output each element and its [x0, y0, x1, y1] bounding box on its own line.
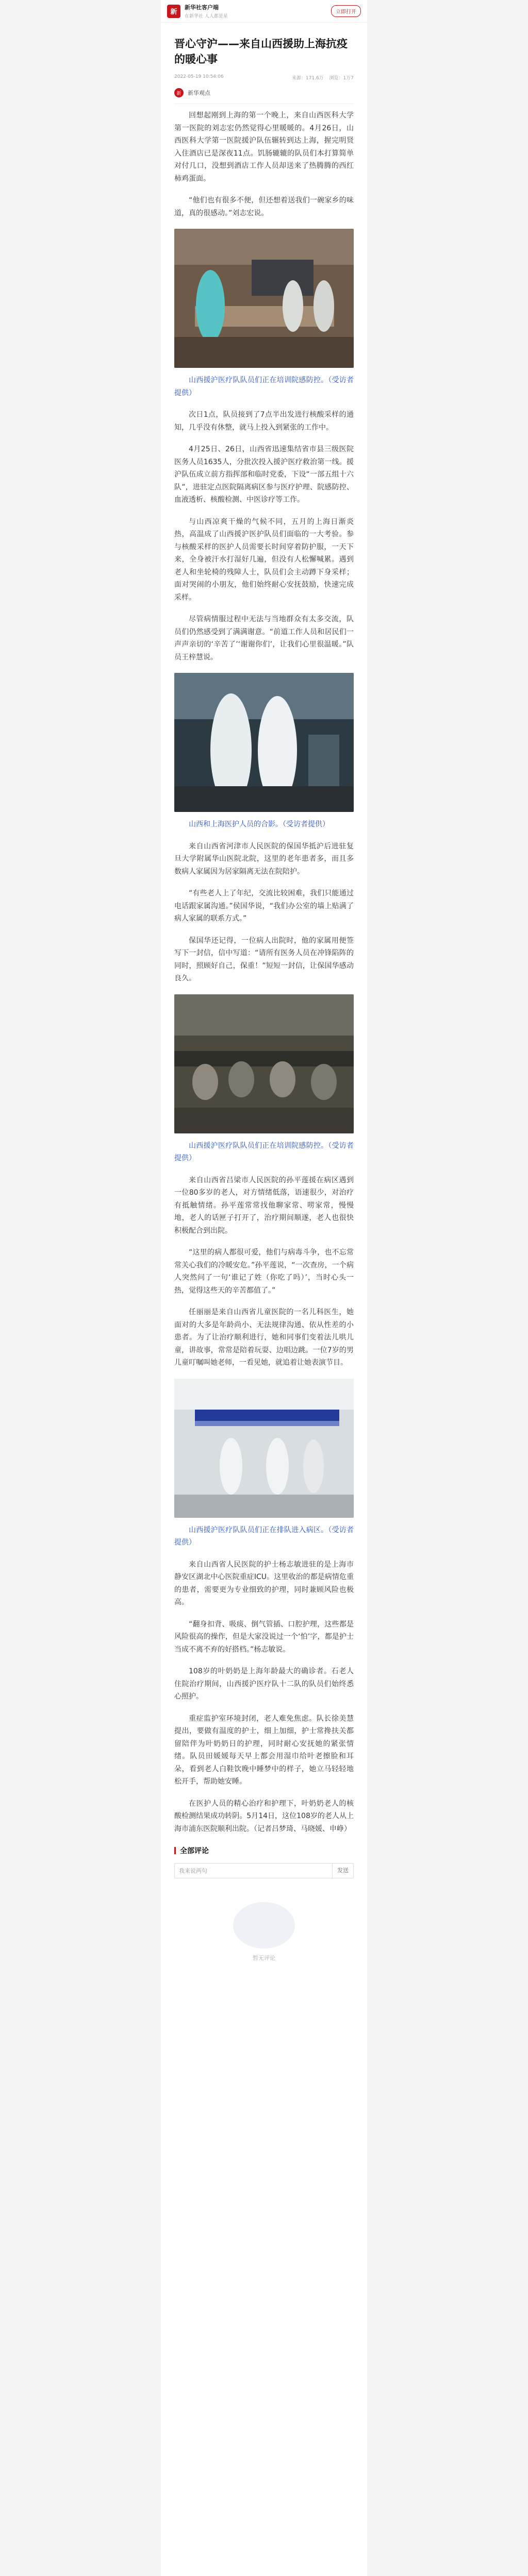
- comment-input[interactable]: 我来说两句: [179, 1868, 207, 1874]
- app-info: [185, 3, 331, 19]
- paragraph: 尽管病情服过程中无法与当地群众有太多交流，队员们仍然感受到了满满谢意。“前道工作人员和居民们一声声亲切的‘辛苦了’‘谢谢你们’，让我们心里很温暖。”队员王梓慧说。: [174, 615, 354, 662]
- author-name: 新华观点: [188, 90, 210, 96]
- paragraph: 重症监护室环境封闭，老人难免焦虑。队长徐美慧提出，要做有温度的护士，细上加细，护士常搀扶关都留陪伴为叶奶奶日的护理，同时耐心安抚她的紧张情绪。队员田媛媛每天早上都会用湿巾给叶老擦脸和耳朵，看到老人白鞋饮晚中睡梦中的样子，她立马轻轻地松开手，帮助她安睡。: [174, 1714, 354, 1786]
- app-slogan: 在新华社 人人都是星: [185, 14, 228, 19]
- article-meta: [174, 74, 354, 81]
- empty-comments-text: 暂无评论: [253, 1955, 275, 1961]
- photo-caption: 山西援沪医疗队队员们正在排队进入病区。（受访者提供）: [174, 1526, 354, 1547]
- author-avatar: 新: [174, 88, 184, 97]
- paragraph: 来自山西省河津市人民医院的保国华抵沪后进驻复旦大学附属华山医院北院，这里的老年患者多，而且多数病人家属因为居家隔离无法在院陪护。: [174, 842, 354, 876]
- app-download-bar: [161, 0, 367, 23]
- article-page: [161, 0, 367, 2576]
- paragraph: “有些老人上了年纪，交流比较困难，我们只能通过电话跟家属沟通。”侯国华说，“我们办公室的墙上贴满了病人家属的联系方式。”: [174, 889, 354, 923]
- article-photo[interactable]: [174, 229, 354, 368]
- article-photo[interactable]: [174, 994, 354, 1133]
- article-body: [174, 109, 354, 1835]
- xinhua-logo-icon: 新: [167, 5, 180, 18]
- paragraph: 来自山西省吕梁市人民医院的孙平莲援在病区遇到一位80多岁的老人，对方情绪低落，语速很少，对治疗有抵触情绪。孙平莲常常找他聊家常、唠家常，慢慢地，老人的话匣子打开了，治疗期间顺遂，老人也很快积极配合到出院。: [174, 1176, 354, 1235]
- article-photo[interactable]: [174, 1379, 354, 1518]
- comments-title: 全部评论: [180, 1847, 209, 1855]
- article-content: [174, 36, 354, 1978]
- paragraph: 108岁的叶奶奶是上海年龄最大的确诊者。石老人住院治疗期间，山西援沪医疗队十二队的队员们始终悉心照护。: [174, 1667, 354, 1701]
- paragraph: 与山西凉爽干燥的气候不同，五月的上海日渐炎热，高温成了山西援沪医护队员们面临的一大考验。参与核酸采样的医护人员需要长时间穿着防护服，一天下来，全身被汗水打湿好几遍，但没有人松懈喊累。遇到老人和坐轮椅的残障人士，队员们会主动蹲下身采样；面对哭闹的小朋友，他们始终耐心安抚鼓励，快速完成采样。: [174, 517, 354, 602]
- article-date: 2022-05-19 10:54:06: [174, 74, 224, 79]
- paragraph: “翻身扣背、吸痰、倒气管插、口腔护理，这些都是风险很高的操作，但是大家没说过一个‘怕’字，都是护士当成不离不弃的好搭档。”杨志敏说。: [174, 1620, 354, 1654]
- author-row[interactable]: [174, 88, 354, 104]
- comment-box: [174, 1863, 354, 1878]
- section-bar-icon: [174, 1847, 176, 1854]
- paragraph: 在医护人员的精心治疗和护理下，叶奶奶老人的核酸检测结果成功转阴。5月14日，这位108岁的老人从上海市浦东医院顺利出院。（记者吕梦琦、马晓媛、申峥）: [174, 1799, 354, 1833]
- photo-caption: 山西援沪医疗队队员们正在培训院感防控。（受访者提供）: [174, 1141, 354, 1162]
- empty-comments-icon: [233, 1902, 295, 1948]
- comment-send-button[interactable]: 发送: [332, 1863, 353, 1878]
- paragraph: “他们也有很多不便，但还想着送我们一碗家乡的味道，真的很感动。”刘志宏说。: [174, 196, 354, 217]
- article-source: 来源：171.6万: [291, 76, 324, 81]
- open-app-button[interactable]: 立即打开: [331, 5, 361, 17]
- paragraph: 保国华还记得，一位病人出院时，他的家属用便签写下一封信，信中写道：“请所有医务人员在冲锋陷阵的同时，照顾好自己，保重！”短短一封信，让保国华感动良久。: [174, 936, 354, 982]
- app-name: 新华社客户端: [185, 4, 219, 11]
- comments-header: [174, 1845, 354, 1856]
- photo-caption: 山西和上海医护人员的合影。（受访者提供）: [189, 820, 329, 828]
- paragraph: 次日1点，队员接到了7点半出发进行核酸采样的通知，几乎没有休整，就马上投入到紧张的工作中。: [174, 411, 354, 432]
- article-stats: [288, 74, 354, 81]
- empty-comments: [174, 1886, 354, 1978]
- paragraph: 来自山西省人民医院的护士杨志敏进驻的是上海市静安区湖北中心医院重症ICU。这里收治的都是病情危重的患者，需要更为专业细致的护理，同时兼顾风险也极高。: [174, 1560, 354, 1606]
- photo-caption: 山西援沪医疗队队员们正在培训院感防控。（受访者提供）: [174, 376, 354, 397]
- article-views: 浏览：1万7: [329, 76, 354, 81]
- paragraph: “这里的病人都很可爱，他们与病毒斗争，也不忘常常关心我们的冷暖安危。”孙平莲说，“一次查房，一个病人突然问了一句‘谁记了姓（你吃了吗）’，当时心头一热，觉得这些天的辛苦都值了。”: [174, 1248, 354, 1295]
- paragraph: 回想起刚到上海的第一个晚上，来自山西医科大学第一医院的刘志宏仍然觉得心里暖暖的。4月26日，山西医科大学第一医院援沪队伍辗转到达上海，握完明贤入住酒店已是深夜11点。饥肠辘辘的队员们本打算简单对付几口，没想到酒店工作人员却送来了热腾腾的西红柿鸡蛋面。: [174, 111, 354, 183]
- article-title: 晋心守沪——来自山西援助上海抗疫的暖心事: [174, 38, 348, 65]
- article-photo[interactable]: [174, 673, 354, 812]
- paragraph: 任丽丽是来自山西省儿童医院的一名儿科医生，她面对的大多是年龄尚小、无法规律沟通、依从性差的小患者。为了让治疗顺利进行，她和同事们变着法儿哄儿童，讲故事，常常是陪着玩耍、边唱边跳。一位7岁的男儿童叮嘱叫她老师，一看见她，就追着让她表演节目。: [174, 1308, 354, 1367]
- paragraph: 4月25日、26日，山西省迅速集结省市县三级医院医务人员1635人，分批次投入援沪医疗救治第一线。援沪队伍成立前方指挥部和临时党委，下设“一部五组十六队”，进驻定点医院隔离病区参与医疗护理、院感防控、血液透析、核酸检测、中医诊疗等工作。: [174, 445, 354, 504]
